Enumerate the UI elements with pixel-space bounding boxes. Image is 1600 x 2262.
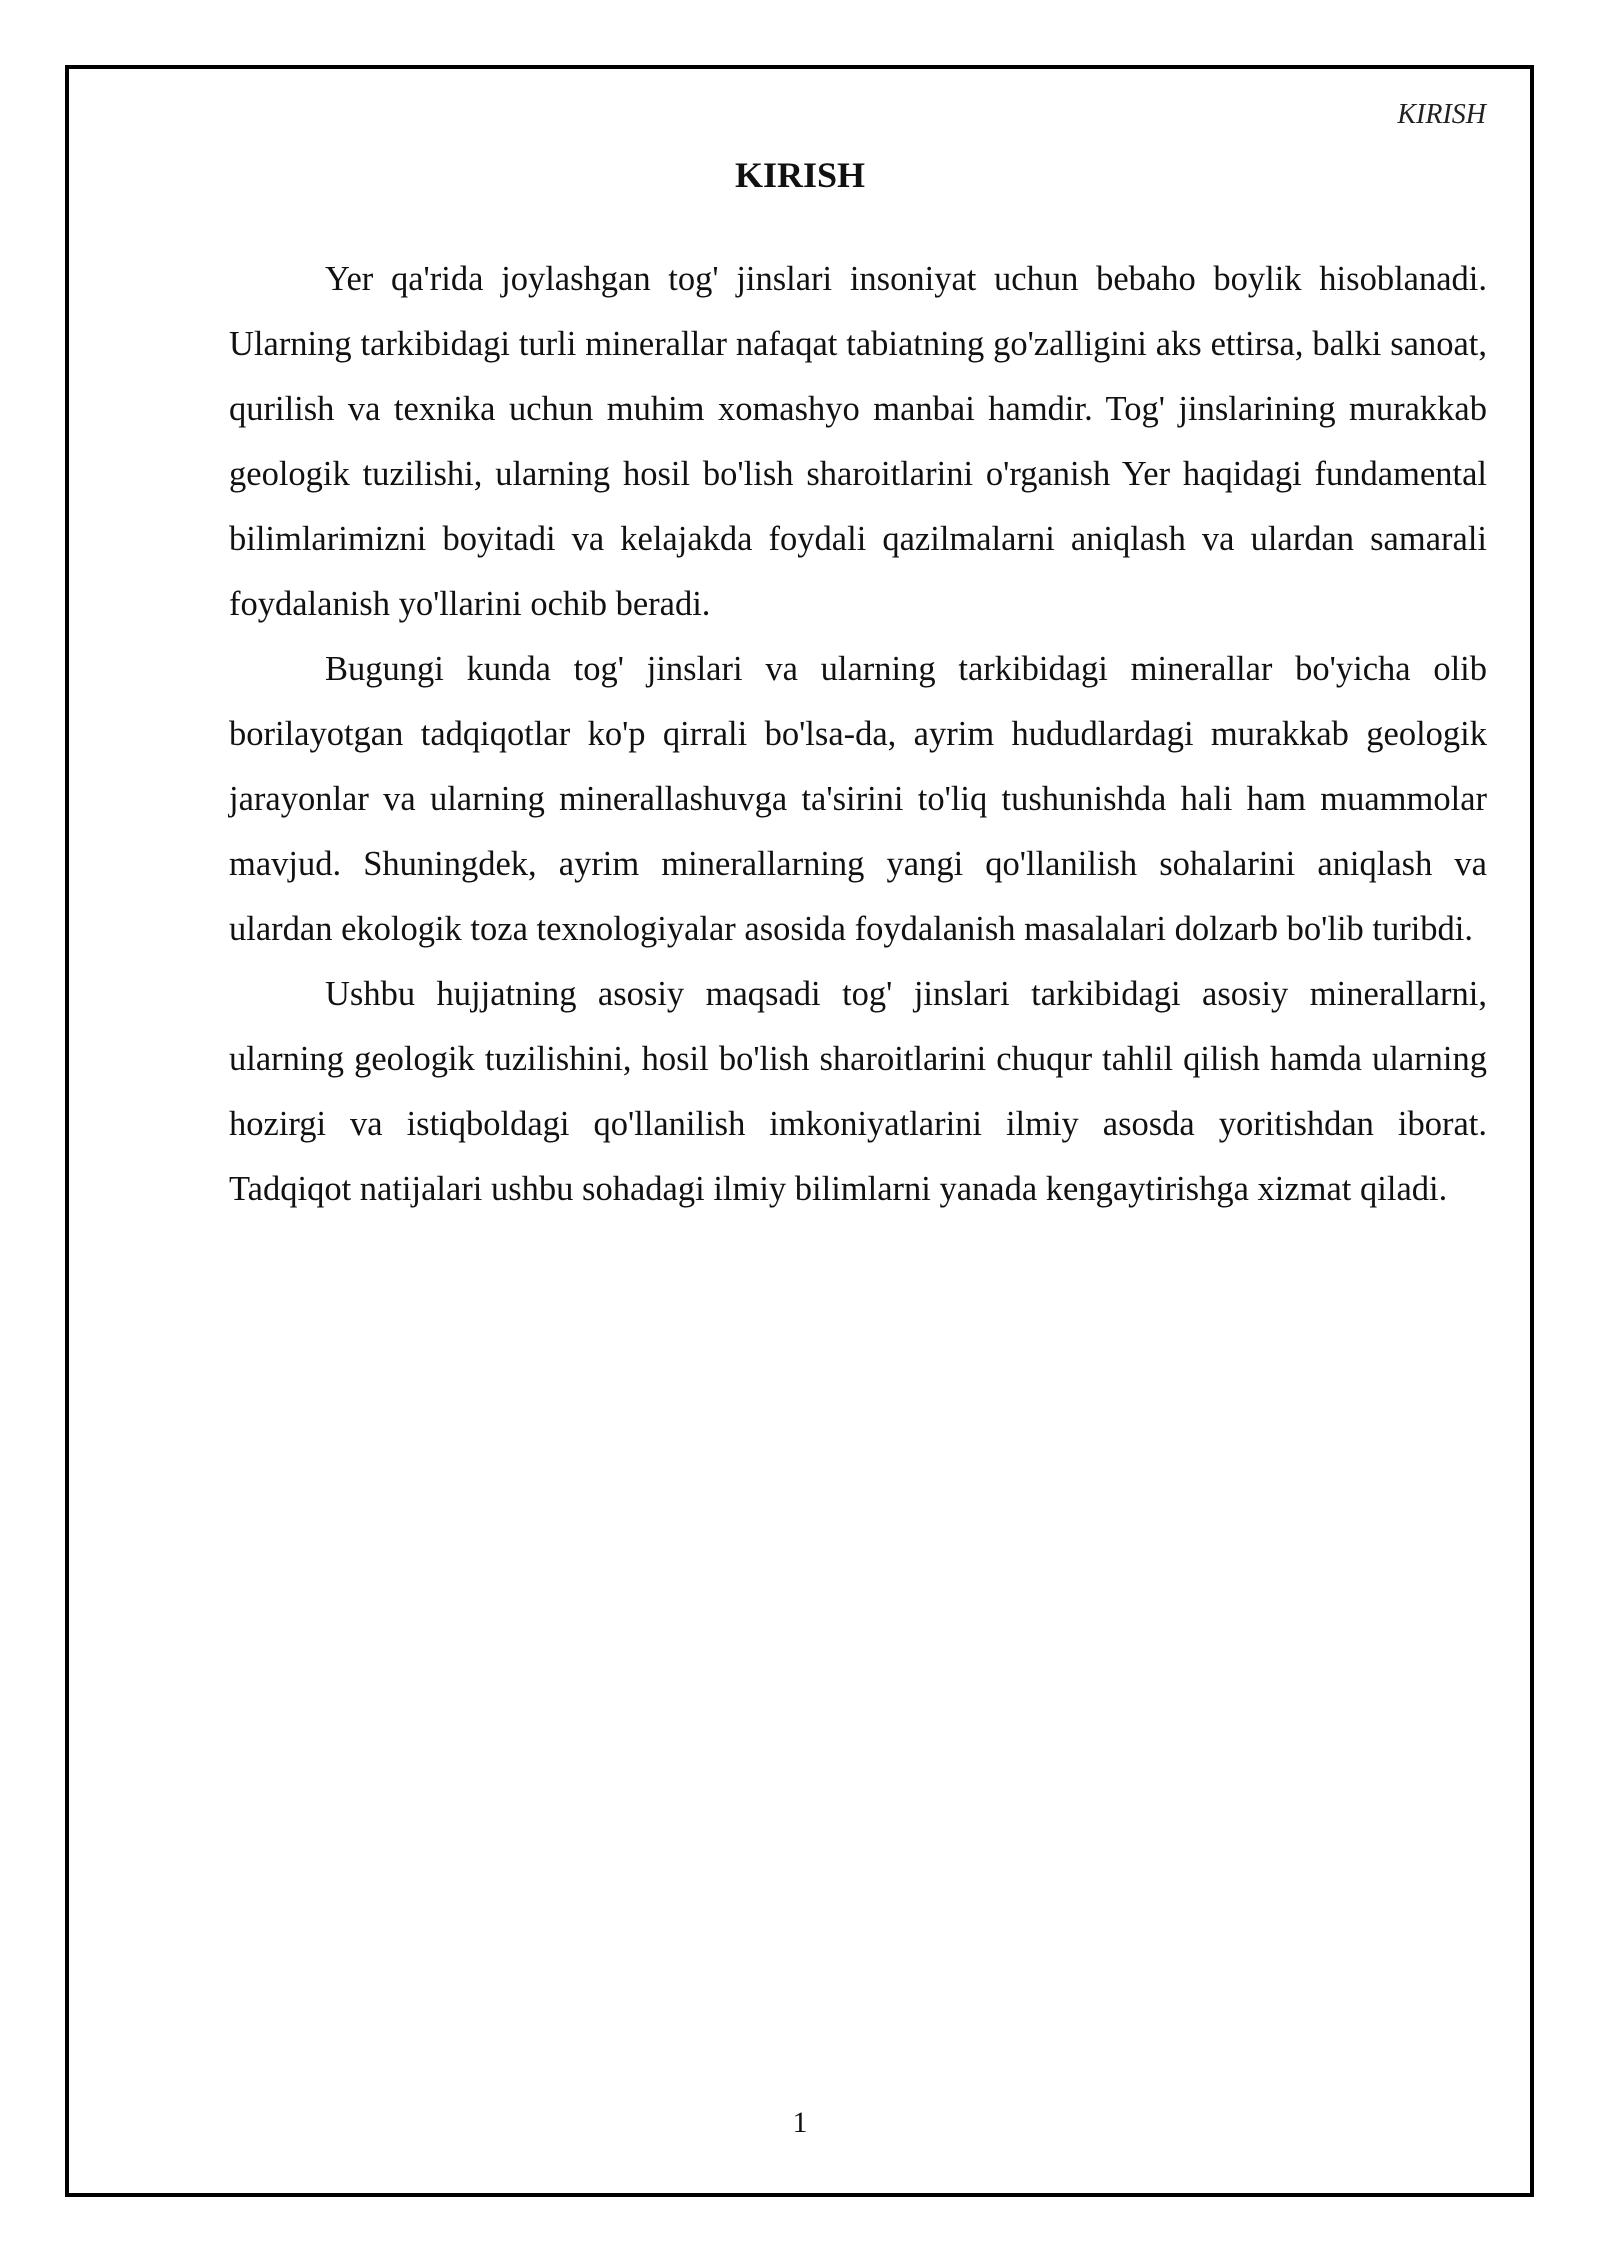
page-number: 1: [792, 2106, 808, 2139]
body-text: [229, 247, 1487, 1222]
paragraph: Bugungi kunda tog' jinslari va ularning tarkibidagi minerallar bo'yicha olib borilayotgan tadqiqotlar ko'p qirrali bo'lsa-da, ayrim hududlardagi murakkab geologik jarayonlar va ularning minerallashuvga ta'sirini to'liq tushunishda hali ham muammolar mavjud. Shuningdek, ayrim minerallarning yangi qo'llanilish sohalarini aniqlash va ulardan ekologik toza texnologiyalar asosida foydalanish masalalari dolzarb bo'lib turibdi.: [229, 650, 1487, 948]
paragraph: Ushbu hujjatning asosiy maqsadi tog' jinslari tarkibidagi asosiy minerallarni, ularning geologik tuzilishini, hosil bo'lish sharoitlarini chuqur tahlil qilish hamda ularning hozirgi va istiqboldagi qo'llanilish imkoniyatlarini ilmiy asosda yoritishdan iborat. Tadqiqot natijalari ushbu sohadagi ilmiy bilimlarni yanada kengaytirishga xizmat qiladi.: [229, 975, 1487, 1208]
running-header: KIRISH: [1397, 99, 1486, 130]
paragraph: Yer qa'rida joylashgan tog' jinslari insoniyat uchun bebaho boylik hisoblanadi. Ularning tarkibidagi turli minerallar nafaqat tabiatning go'zalligini aks ettirsa, balki sanoat, qurilish va texnika uchun muhim xomashyo manbai hamdir. Tog' jinslarining murakkab geologik tuzilishi, ularning hosil bo'lish sharoitlarini o'rganish Yer haqidagi fundamental bilimlarimizni boyitadi va kelajakda foydali qazilmalarni aniqlash va ulardan samarali foydalanish yo'llarini ochib beradi.: [229, 260, 1487, 623]
section-title: KIRISH: [734, 155, 866, 195]
